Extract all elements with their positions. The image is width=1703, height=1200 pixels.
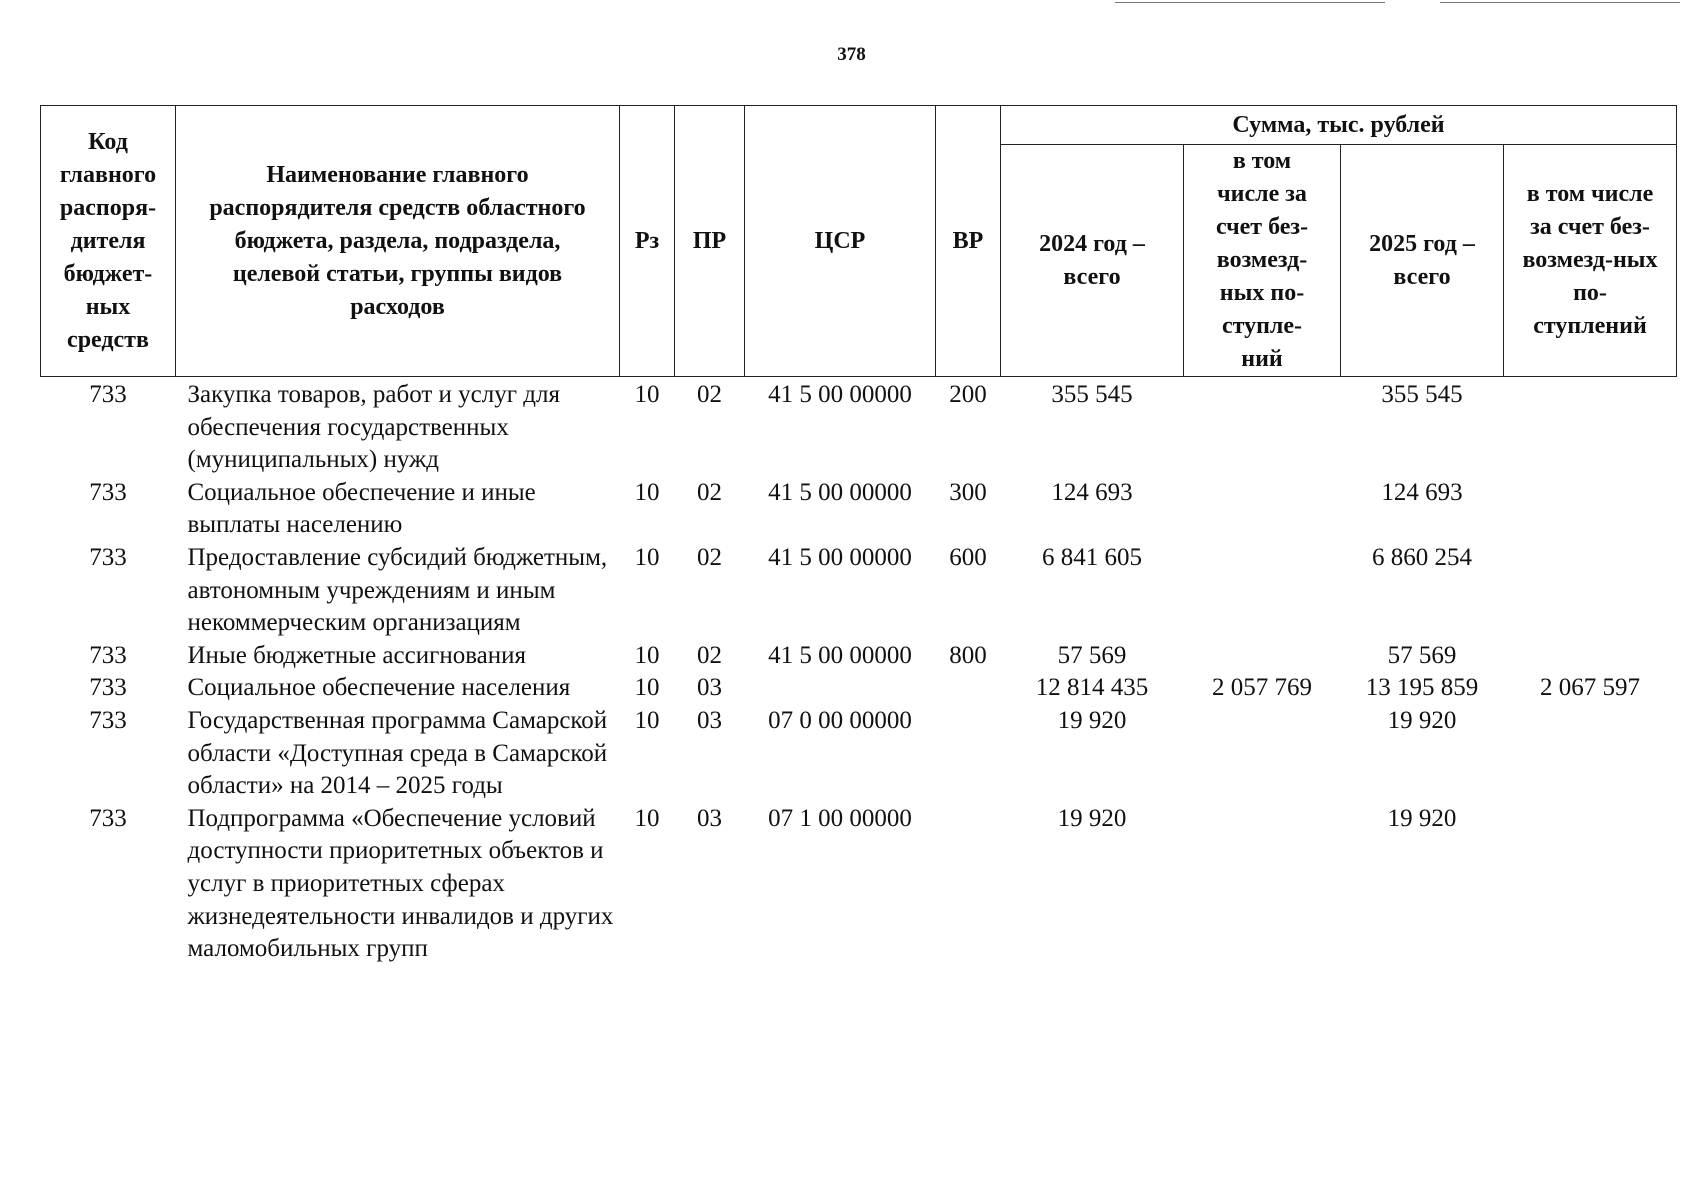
header-pr: ПР (675, 106, 745, 377)
cell-csr (745, 672, 936, 705)
cell-vr (936, 705, 1001, 803)
cell-name: Предоставление субсидий бюджетным, автономным учреждениям и иным некоммерческим организациям (187, 543, 608, 637)
cell-2025-grants (1504, 377, 1677, 477)
cell-name: Государственная программа Самарской области «Доступная среда в Самарской области» на 2014 – 2025 годы (187, 706, 608, 800)
header-vr: ВР (936, 106, 1001, 377)
table-row (41, 542, 1677, 640)
budget-table (40, 105, 1677, 966)
table-row (41, 672, 1677, 705)
cell-pr: 02 (697, 381, 722, 408)
cell-code: 733 (89, 674, 127, 702)
cell-2025-grants: 2 067 597 (1540, 674, 1640, 702)
header-code: Код главного распоря-дителя бюджет-ных средств (41, 106, 176, 377)
cell-2025-grants (1504, 542, 1677, 640)
cell-rz: 10 (634, 706, 660, 734)
cell-vr: 300 (949, 478, 987, 506)
cell-2025-grants (1504, 477, 1677, 542)
cell-2025-total: 124 693 (1381, 478, 1463, 506)
cell-name: Иные бюджетные ассигнования (187, 641, 527, 669)
cell-rz: 10 (634, 674, 660, 702)
header-csr: ЦСР (745, 106, 936, 377)
cell-rz: 10 (634, 381, 660, 408)
cell-2025-grants (1504, 803, 1677, 966)
cell-pr: 02 (697, 543, 722, 571)
cell-vr: 800 (949, 641, 987, 669)
header-2024-total: 2024 год – всего (1001, 145, 1184, 377)
cell-2025-total: 13 195 859 (1365, 674, 1479, 702)
cell-2024-grants (1184, 803, 1341, 966)
cell-csr: 41 5 00 00000 (768, 381, 912, 408)
cell-csr: 07 0 00 00000 (768, 706, 912, 734)
table-row (41, 640, 1677, 673)
cell-code: 733 (89, 478, 127, 506)
header-rz: Рз (620, 106, 675, 377)
cell-2025-total: 19 920 (1387, 804, 1457, 832)
cell-2024-grants (1184, 640, 1341, 673)
cell-code: 733 (89, 543, 127, 571)
cell-code: 733 (89, 706, 127, 734)
cell-name: Подпрограмма «Обеспечение условий доступности приоритетных объектов и услуг в приоритетных сферах жизнедеятельности инвалидов и других маломобильных групп (187, 804, 614, 963)
cell-2024-total: 355 545 (1051, 381, 1133, 408)
page-number: 378 (837, 44, 866, 65)
cell-code: 733 (89, 381, 127, 408)
cell-csr: 07 1 00 00000 (768, 804, 912, 832)
cell-name: Закупка товаров, работ и услуг для обеспечения государственных (муниципальных) нужд (187, 381, 560, 474)
header-name: Наименование главного распорядителя средств областного бюджета, раздела, подраздела, целевой статьи, группы видов расходов (176, 106, 620, 377)
cell-2024-grants (1184, 377, 1341, 477)
cell-vr (936, 803, 1001, 966)
top-rule-right (1440, 2, 1680, 3)
cell-rz: 10 (634, 543, 660, 571)
cell-code: 733 (89, 804, 127, 832)
cell-vr: 200 (949, 381, 987, 408)
header-row-1 (41, 106, 1677, 145)
table-row (41, 803, 1677, 966)
cell-vr (936, 672, 1001, 705)
cell-csr: 41 5 00 00000 (768, 641, 912, 669)
cell-2024-total: 12 814 435 (1035, 674, 1149, 702)
cell-rz: 10 (634, 804, 660, 832)
cell-2025-grants (1504, 705, 1677, 803)
cell-2024-grants (1184, 542, 1341, 640)
cell-2024-total: 19 920 (1057, 804, 1127, 832)
cell-2024-total: 19 920 (1057, 706, 1127, 734)
cell-2025-total: 355 545 (1381, 381, 1463, 408)
cell-pr: 02 (697, 641, 722, 669)
cell-pr: 02 (697, 478, 722, 506)
header-sum-group: Сумма, тыс. рублей (1001, 106, 1677, 145)
header-2025-total: 2025 год – всего (1341, 145, 1504, 377)
cell-2024-grants: 2 057 769 (1212, 674, 1312, 702)
header-2024-grants: в том числе за счет без-возмезд-ных по-ступле-ний (1184, 145, 1341, 377)
table-row (41, 377, 1677, 477)
cell-rz: 10 (634, 478, 660, 506)
cell-2024-grants (1184, 477, 1341, 542)
cell-pr: 03 (697, 706, 722, 734)
header-2025-grants: в том числе за счет без-возмезд-ных по-ступлений (1504, 145, 1677, 377)
cell-2025-grants (1504, 640, 1677, 673)
cell-2025-total: 57 569 (1387, 641, 1457, 669)
cell-rz: 10 (634, 641, 660, 669)
cell-code: 733 (89, 641, 127, 669)
cell-pr: 03 (697, 674, 722, 702)
table-row (41, 477, 1677, 542)
cell-2024-total: 6 841 605 (1042, 543, 1142, 571)
cell-2025-total: 6 860 254 (1372, 543, 1472, 571)
cell-name: Социальное обеспечение населения (187, 674, 571, 702)
cell-2024-total: 124 693 (1051, 478, 1133, 506)
cell-name: Социальное обеспечение и иные выплаты населению (187, 478, 536, 539)
cell-csr: 41 5 00 00000 (768, 478, 912, 506)
cell-2024-total: 57 569 (1057, 641, 1127, 669)
cell-2024-grants (1184, 705, 1341, 803)
cell-2025-total: 19 920 (1387, 706, 1457, 734)
top-rule-left (1115, 2, 1385, 3)
cell-pr: 03 (697, 804, 722, 832)
cell-vr: 600 (949, 543, 987, 571)
table-row (41, 705, 1677, 803)
cell-csr: 41 5 00 00000 (768, 543, 912, 571)
